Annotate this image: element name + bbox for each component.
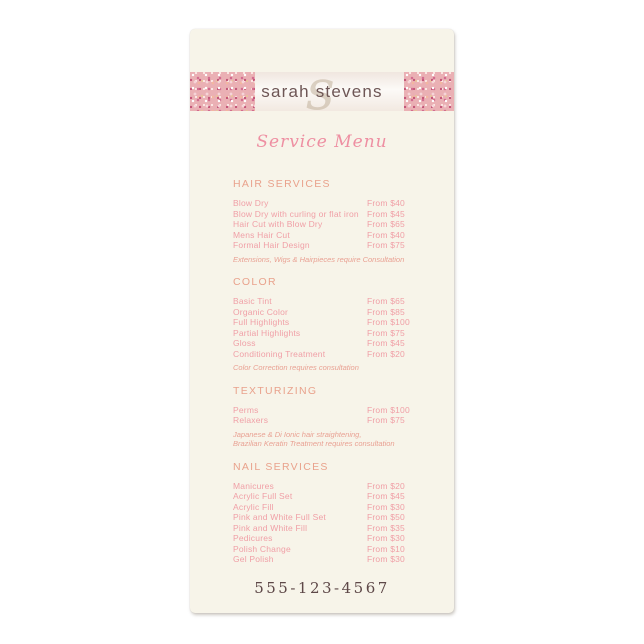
phone-number: 555-123-4567 [254, 579, 390, 597]
section-note: Japanese & Di Ionic hair straightening, Brazilian Keratin Treatment requires consultation [233, 429, 395, 448]
service-row [233, 219, 438, 230]
service-row [233, 349, 438, 360]
service-name: Full Highlights [233, 317, 290, 327]
service-price: From $100 [367, 317, 410, 327]
menu-section [233, 178, 438, 264]
menu-section [233, 385, 438, 449]
business-name: sarah stevens [261, 82, 383, 101]
service-price: From $20 [367, 480, 405, 491]
service-price: From $65 [367, 296, 405, 306]
service-name: Conditioning Treatment [233, 348, 326, 359]
service-row [233, 317, 438, 328]
section-note: Extensions, Wigs & Hairpieces require Consultation [233, 254, 405, 264]
service-name: Blow Dry with curling or flat iron [233, 208, 359, 219]
service-name: Polish Change [233, 543, 291, 554]
service-price: From $85 [367, 306, 405, 317]
service-list [233, 198, 438, 251]
section-heading: HAIR SERVICES [233, 178, 331, 190]
service-name: Manicures [233, 480, 275, 491]
service-price: From $45 [367, 491, 405, 501]
menu-section [233, 276, 438, 373]
service-row [233, 512, 438, 523]
service-price: From $40 [367, 229, 405, 240]
section-heading: NAIL SERVICES [233, 460, 329, 473]
menu-sections [233, 178, 438, 577]
service-name: Formal Hair Design [233, 240, 310, 250]
section-note: Color Correction requires consultation [233, 363, 359, 372]
section-heading: TEXTURIZING [233, 384, 318, 397]
service-name: Acrylic Full Set [233, 491, 293, 501]
service-price: From $65 [367, 219, 405, 229]
service-name: Pink and White Fill [233, 522, 308, 533]
service-row [233, 230, 438, 241]
service-price: From $75 [367, 327, 405, 338]
service-row [233, 533, 438, 544]
service-name: Pink and White Full Set [233, 512, 326, 522]
service-price: From $100 [367, 404, 410, 415]
service-name: Gel Polish [233, 554, 274, 564]
service-name: Pedicures [233, 533, 273, 543]
service-name: Perms [233, 404, 259, 415]
service-price: From $20 [367, 348, 405, 359]
service-menu-card [190, 29, 454, 613]
service-row [233, 240, 438, 251]
service-list [233, 481, 438, 565]
service-list [233, 405, 438, 426]
service-price: From $30 [367, 533, 405, 543]
service-row [233, 405, 438, 416]
service-name: Basic Tint [233, 296, 272, 306]
service-name: Acrylic Fill [233, 501, 274, 512]
service-row [233, 502, 438, 513]
service-name: Hair Cut with Blow Dry [233, 219, 323, 229]
service-row [233, 209, 438, 220]
service-name: Blow Dry [233, 198, 269, 208]
service-name: Mens Hair Cut [233, 229, 290, 240]
service-price: From $10 [367, 543, 405, 554]
service-price: From $75 [367, 415, 405, 425]
service-row [233, 328, 438, 339]
section-heading: COLOR [233, 276, 277, 288]
service-name: Gloss [233, 338, 256, 348]
service-row [233, 198, 438, 209]
menu-section [233, 461, 438, 565]
service-price: From $45 [367, 208, 405, 219]
service-row [233, 481, 438, 492]
service-row [233, 338, 438, 349]
service-price: From $50 [367, 512, 405, 522]
service-row [233, 491, 438, 502]
service-name: Organic Color [233, 306, 289, 317]
header-banner [190, 58, 454, 123]
service-row [233, 523, 438, 534]
service-price: From $40 [367, 198, 405, 208]
menu-title: Service Menu [256, 132, 388, 152]
service-row [233, 544, 438, 555]
script-monogram-watermark: s [306, 58, 335, 123]
service-row [233, 296, 438, 307]
service-list [233, 296, 438, 359]
service-price: From $30 [367, 554, 405, 564]
service-price: From $45 [367, 338, 405, 348]
service-row [233, 307, 438, 318]
service-price: From $35 [367, 522, 405, 533]
service-price: From $75 [367, 240, 405, 250]
service-row [233, 554, 438, 565]
service-row [233, 415, 438, 426]
service-name: Relaxers [233, 415, 269, 425]
service-price: From $30 [367, 501, 405, 512]
service-name: Partial Highlights [233, 327, 301, 338]
